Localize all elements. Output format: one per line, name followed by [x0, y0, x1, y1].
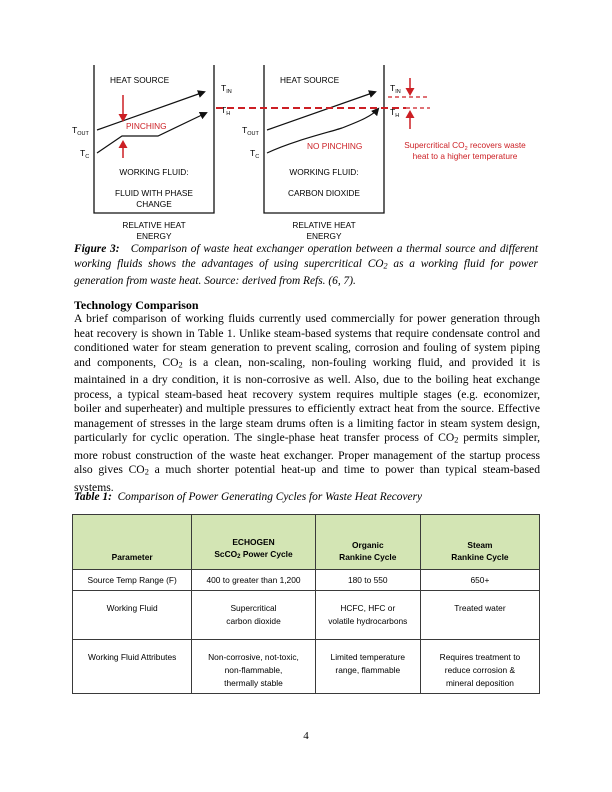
right-t-c-label: $T_C$ — [250, 148, 260, 160]
body-text-part-3: permits simpler, more robust construction of the waste heat exchanger. Proper management of the startup process also gives CO — [74, 431, 540, 477]
cell-steam: 650+ — [420, 570, 539, 591]
cell-echogen: 400 to greater than 1,200 — [192, 570, 315, 591]
caption-label: Figure 3: — [74, 243, 120, 255]
right-panel — [242, 65, 401, 240]
right-t-h-label: $T_H$ — [390, 107, 400, 119]
right-fluid-line1: CARBON DIOXIDE — [288, 188, 360, 198]
cell-steam: Requires treatment to reduce corrosion & mineral deposition — [420, 640, 539, 694]
body-text-part-4: a much shorter potential heat-up and time to power than typical steam-based systems. — [74, 463, 540, 494]
right-heat-source-line — [267, 92, 375, 130]
table-header-row — [73, 515, 540, 570]
right-axis-label-line1: RELATIVE HEAT — [292, 220, 356, 230]
body-paragraph — [74, 312, 540, 495]
right-no-pinching-label: NO PINCHING — [307, 141, 363, 151]
table-title-label: Table 1: — [74, 491, 112, 503]
table-title-text: Comparison of Power Generating Cycles for Waste Heat Recovery — [117, 491, 423, 503]
right-t-out-label: $T_{OUT}$ — [242, 125, 259, 137]
left-heat-source-label: HEAT SOURCE — [110, 75, 170, 85]
left-axis-label-line2: ENERGY — [136, 231, 172, 240]
left-t-h-label: $T_H$ — [221, 105, 231, 117]
header-steam: Steam Rankine Cycle — [420, 515, 539, 570]
figure-caption — [74, 242, 538, 289]
cell-parameter: Source Temp Range (F) — [73, 570, 192, 591]
table-row — [73, 591, 540, 640]
right-t-in-label: $T_{IN}$ — [390, 83, 401, 95]
body-text-part-2: is a clean, non-scaling, non-fouling working fluid, and provided it is maintained in a dry condition, it is non-corrosive as well. Also, due to the boiling heat exchange process, a typical steam-based heat recovery system requires multiple stages (e.g. economizer, boiler and superheater) and multiple pressures to efficiently extract heat from the source. Effective management of stresses in the large steam drums often is a limiting factor in steam system design, particularly for cyclic operation. The single-phase heat transfer process of CO — [74, 355, 540, 445]
left-panel — [72, 65, 232, 240]
table-title — [74, 491, 422, 503]
cell-orc: HCFC, HFC or volatile hydrocarbons — [315, 591, 420, 640]
cell-orc: 180 to 550 — [315, 570, 420, 591]
left-t-c-label: $T_C$ — [80, 148, 90, 160]
header-echogen: ECHOGEN ScCO$_2$ Power Cycle — [192, 515, 315, 570]
body-sub-3: 2 — [144, 467, 149, 477]
annotation-line2: heat to a higher temperature — [412, 151, 518, 161]
left-fluid-line2: CHANGE — [136, 199, 172, 209]
page-number: 4 — [303, 730, 309, 742]
cell-steam: Treated water — [420, 591, 539, 640]
caption-text-b: as a working fluid for power generation from waste heat. Source: derived from Refs. (6, 7). — [74, 258, 538, 287]
cell-parameter: Working Fluid — [73, 591, 192, 640]
cell-parameter: Working Fluid Attributes — [73, 640, 192, 694]
right-axis-label-line2: ENERGY — [306, 231, 342, 240]
table-row — [73, 640, 540, 694]
annotation-line1: Supercritical $CO_2$ recovers waste — [404, 140, 526, 152]
right-heat-source-label: HEAT SOURCE — [280, 75, 340, 85]
body-sub-1: 2 — [178, 360, 183, 370]
left-axis-label-line1: RELATIVE HEAT — [122, 220, 186, 230]
header-parameter: Parameter — [73, 515, 192, 570]
cell-echogen: Non-corrosive, not-toxic, non-flammable, thermally stable — [192, 640, 315, 694]
left-working-fluid-line — [97, 113, 206, 153]
temperature-gain-arrows — [406, 78, 415, 129]
left-t-in-label: $T_{IN}$ — [221, 83, 232, 95]
left-working-fluid-label: WORKING FLUID: — [119, 167, 189, 177]
cell-orc: Limited temperature range, flammable — [315, 640, 420, 694]
figure-3-diagram — [0, 0, 612, 240]
right-working-fluid-label: WORKING FLUID: — [289, 167, 359, 177]
body-sub-2: 2 — [454, 436, 459, 446]
caption-sub: 2 — [383, 261, 388, 271]
comparison-table — [72, 514, 540, 694]
section-heading: Technology Comparison — [74, 298, 199, 312]
table-row — [73, 570, 540, 591]
cell-echogen: Supercritical carbon dioxide — [192, 591, 315, 640]
left-pinching-label: PINCHING — [126, 121, 167, 131]
header-orc: Organic Rankine Cycle — [315, 515, 420, 570]
body-text-part-1: A brief comparison of working fluids currently used commercially for power generation through heat recovery is shown in Table 1. Unlike steam-based systems that require condensate control and conditioned water for steam generation to prevent scaling, corrosion and fouling of system piping and components, CO — [74, 312, 540, 369]
caption-text-a: Comparison of waste heat exchanger operation between a thermal source and different working fluids shows the advantages of using supercritical CO — [74, 243, 538, 270]
left-fluid-line1: FLUID WITH PHASE — [115, 188, 193, 198]
left-t-out-label: $T_{OUT}$ — [72, 125, 89, 137]
